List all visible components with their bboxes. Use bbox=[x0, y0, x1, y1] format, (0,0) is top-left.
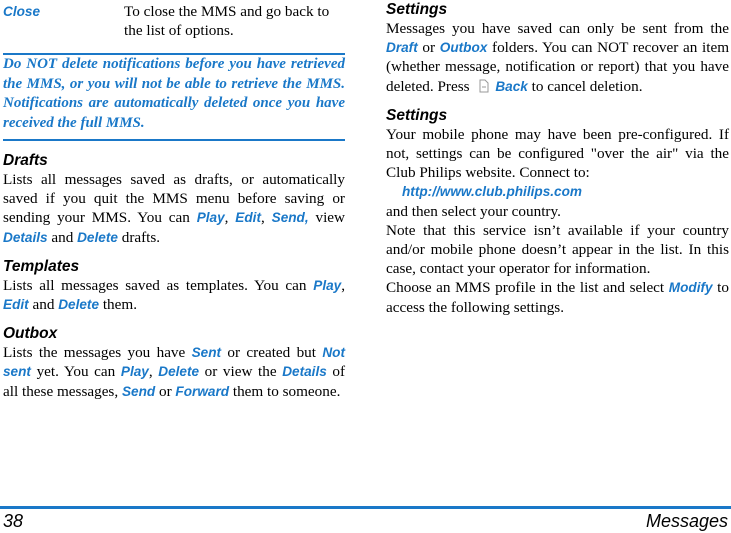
text: Lists all messages saved as templates. You can bbox=[3, 276, 307, 294]
close-description: To close the MMS and go back to the list of options. bbox=[124, 3, 330, 40]
draft-keyword: Draft bbox=[386, 40, 418, 56]
close-definition bbox=[3, 2, 345, 40]
settings-note-paragraph bbox=[386, 19, 729, 96]
back-keyword: Back bbox=[495, 78, 528, 94]
text: to access the following settings. bbox=[386, 279, 729, 316]
right-column bbox=[386, 0, 729, 317]
details-keyword: Details bbox=[282, 364, 327, 380]
text: and bbox=[32, 296, 55, 314]
text: to cancel deletion. bbox=[531, 77, 643, 95]
left-column bbox=[3, 0, 345, 401]
send-keyword: Send bbox=[121, 383, 156, 399]
text: drafts. bbox=[121, 228, 161, 246]
outbox-paragraph: Lists the messages you have Sent or created but Not sent yet. You can Play, Delete or view the Details of all these messages, Send or Forward them to someone. bbox=[3, 344, 346, 400]
settings-paragraph-3: Note that this service isn’t available if your country and/or mobile phone doesn’t appear in the list. In this case, contact your operator for information. bbox=[386, 221, 729, 278]
text: or created but bbox=[227, 344, 316, 362]
text: folders. You can NOT recover an item (whether message, notification or report) that you have deleted. Press bbox=[386, 39, 730, 95]
text: or bbox=[422, 39, 436, 57]
settings-heading: Settings bbox=[386, 1, 448, 18]
footer-rule bbox=[0, 506, 731, 509]
softkey-icon bbox=[473, 79, 495, 93]
delete-keyword: Delete bbox=[158, 364, 200, 380]
edit-keyword: Edit bbox=[3, 297, 29, 313]
text: view bbox=[315, 209, 346, 227]
settings-paragraph-4 bbox=[386, 278, 729, 316]
send-keyword: Send, bbox=[271, 210, 309, 226]
section-title: Messages bbox=[645, 511, 728, 531]
settings-note-section bbox=[386, 0, 729, 96]
settings-paragraph-1: Your mobile phone may have been pre-configured. If not, settings can be configured "over the air" via the Club Philips website. Connect to: bbox=[386, 125, 729, 182]
outbox-keyword: Outbox bbox=[439, 40, 488, 56]
forward-keyword: Forward bbox=[175, 383, 230, 399]
play-keyword: Play bbox=[196, 210, 225, 226]
details-keyword: Details bbox=[3, 229, 48, 245]
text: Lists all messages saved as drafts, or automatically saved if you quit the MMS menu before saving or sending your MMS. You can bbox=[3, 171, 345, 227]
drafts-paragraph: Lists all messages saved as drafts, or automatically saved if you quit the MMS menu before saving or sending your MMS. You can Play, Edit, Send, view Details and Delete drafts. bbox=[3, 171, 346, 246]
edit-keyword: Edit bbox=[235, 210, 261, 226]
outbox-heading: Outbox bbox=[3, 325, 58, 343]
club-philips-link[interactable]: http://www.club.philips.com bbox=[402, 184, 582, 200]
not-sent-keyword: Not sent bbox=[3, 345, 345, 380]
text: them. bbox=[102, 296, 137, 314]
text: or bbox=[158, 382, 172, 400]
settings-heading: Settings bbox=[386, 106, 448, 124]
play-keyword: Play bbox=[120, 364, 149, 380]
sent-keyword: Sent bbox=[191, 345, 222, 361]
page-footer bbox=[0, 506, 731, 533]
text: or view the bbox=[204, 363, 277, 381]
text: of all these messages, bbox=[3, 363, 346, 400]
page-number: 38 bbox=[3, 511, 24, 531]
text: them to someone. bbox=[232, 382, 341, 400]
delete-keyword: Delete bbox=[77, 229, 118, 245]
outbox-section bbox=[3, 324, 345, 401]
templates-section bbox=[3, 257, 345, 314]
drafts-section bbox=[3, 151, 345, 247]
settings-paragraph-2: and then select your country. bbox=[386, 202, 561, 220]
templates-paragraph: Lists all messages saved as templates. You can Play, Edit and Delete them. bbox=[3, 276, 346, 314]
templates-heading: Templates bbox=[3, 257, 80, 275]
text: Lists the messages you have bbox=[3, 344, 186, 362]
text: and bbox=[51, 228, 74, 246]
text: Choose an MMS profile in the list and select bbox=[386, 279, 665, 297]
text: yet. You can bbox=[36, 363, 116, 381]
settings-section bbox=[386, 106, 729, 317]
delete-keyword: Delete bbox=[58, 297, 100, 313]
text: Messages you have saved can only be sent from the bbox=[386, 20, 729, 37]
play-keyword: Play bbox=[313, 277, 342, 293]
drafts-heading: Drafts bbox=[3, 152, 48, 170]
warning-box: Do NOT delete notifications before you have retrieved the MMS, or you will not be able to retrieve the MMS. Notifications are automatically deleted once you have received the full MMS. bbox=[3, 53, 345, 141]
modify-keyword: Modify bbox=[668, 280, 713, 296]
close-term: Close bbox=[3, 4, 41, 19]
